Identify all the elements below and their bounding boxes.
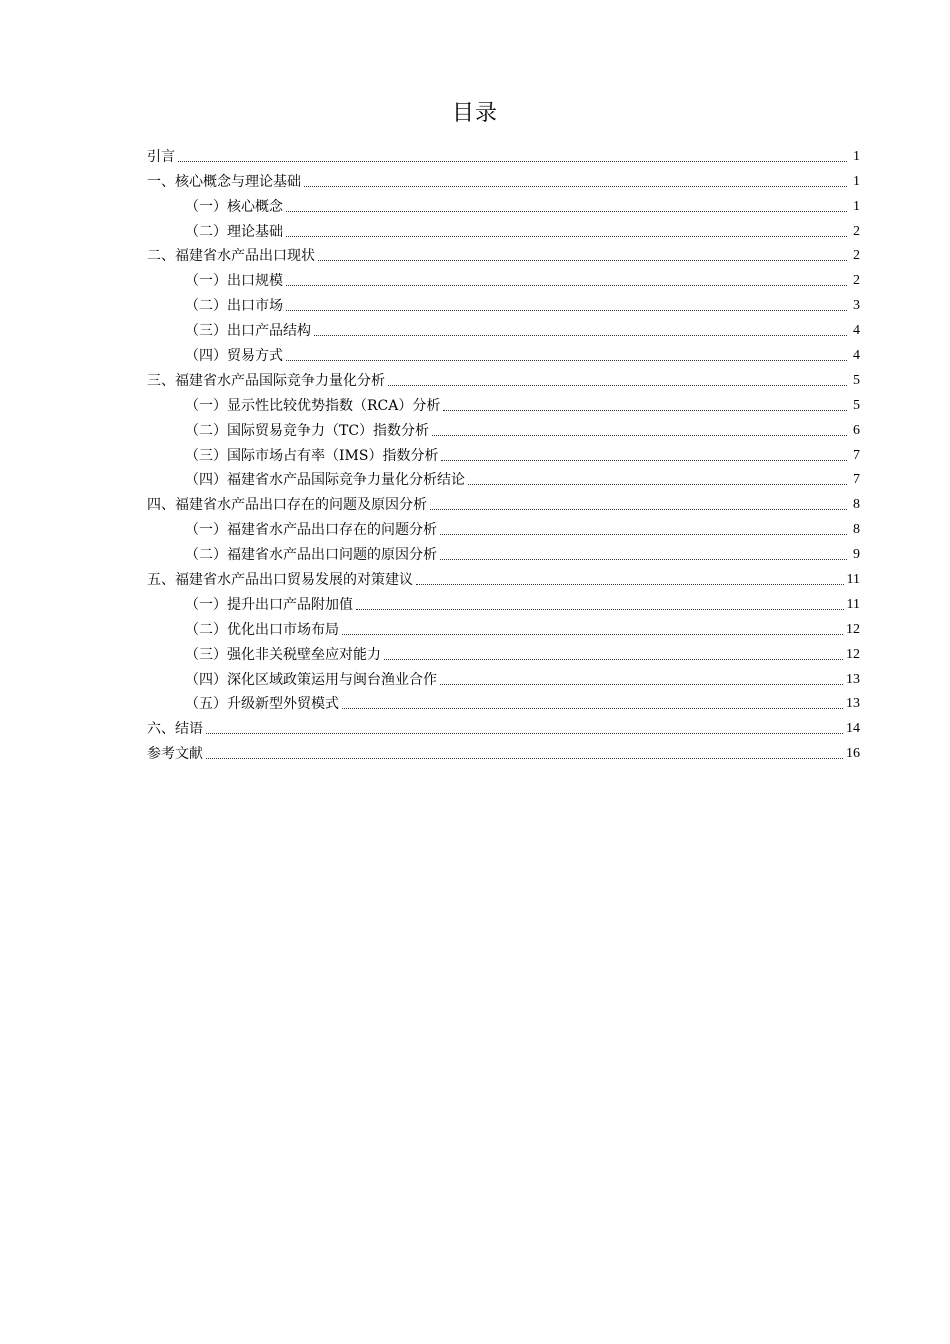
toc-entry-page-number: 13 [846,671,860,687]
toc-entry-page-number: 1 [853,173,860,189]
toc-dot-leader [441,460,847,461]
toc-dot-leader [178,161,847,162]
toc-entry-subsection[interactable] [147,664,860,689]
toc-entry-subsection[interactable] [147,315,860,340]
toc-entry-subsection[interactable] [147,290,860,315]
toc-entry-title: （五）升级新型外贸模式 [185,696,339,713]
toc-dot-leader [314,335,847,336]
toc-dot-leader [286,310,847,311]
toc-entry-subsection[interactable] [147,639,860,664]
toc-entry-page-number: 6 [853,422,860,438]
toc-entry-subsection[interactable] [147,539,860,564]
toc-dot-leader [432,435,847,436]
toc-entry-subsection[interactable] [147,340,860,365]
toc-entry-subsection[interactable] [147,589,860,614]
toc-entry-section[interactable] [147,489,860,514]
toc-entry-subsection[interactable] [147,415,860,440]
toc-entry-page-number: 4 [853,323,860,339]
toc-dot-leader [286,285,847,286]
toc-entry-page-number: 2 [853,223,860,239]
toc-entry-title: （三）国际市场占有率（IMS）指数分析 [185,447,439,464]
toc-entry-title: （四）深化区域政策运用与闽台渔业合作 [185,671,437,688]
toc-entry-page-number: 7 [853,472,860,488]
toc-entry-title: （二）福建省水产品出口问题的原因分析 [185,547,437,564]
toc-entry-page-number: 1 [853,148,860,164]
toc-dot-leader [440,559,847,560]
toc-entry-page-number: 12 [846,621,860,637]
toc-entry-title: 引言 [147,148,175,165]
toc-entry-section[interactable] [147,365,860,390]
toc-dot-leader [440,684,843,685]
toc-entry-page-number: 4 [853,348,860,364]
toc-entry-title: （四）贸易方式 [185,348,283,365]
toc-entry-subsection[interactable] [147,191,860,216]
toc-entry-page-number: 13 [846,696,860,712]
toc-entry-title: （一）出口规模 [185,273,283,290]
toc-entry-title: 六、结语 [147,721,203,738]
toc-entry-subsection[interactable] [147,265,860,290]
toc-entry-section[interactable] [147,564,860,589]
toc-dot-leader [318,260,847,261]
toc-entry-page-number: 9 [853,547,860,563]
toc-dot-leader [304,186,847,187]
toc-entry-page-number: 7 [853,447,860,463]
toc-entry-title: （一）福建省水产品出口存在的问题分析 [185,522,437,539]
toc-entry-title: 四、福建省水产品出口存在的问题及原因分析 [147,497,427,514]
toc-entry-subsection[interactable] [147,465,860,490]
toc-entry-subsection[interactable] [147,689,860,714]
toc-dot-leader [206,733,843,734]
toc-entry-section[interactable] [147,241,860,266]
toc-title: 目录 [451,101,498,126]
toc-entry-subsection[interactable] [147,440,860,465]
toc-dot-leader [440,534,847,535]
toc-entry-page-number: 3 [853,298,860,314]
toc-entry-section[interactable] [147,166,860,191]
table-of-contents [147,141,860,763]
toc-entry-title: （二）出口市场 [185,298,283,315]
toc-entry-page-number: 16 [846,746,860,762]
toc-entry-page-number: 11 [846,596,860,612]
toc-dot-leader [443,410,847,411]
toc-dot-leader [286,236,847,237]
toc-entry-title: （一）显示性比较优势指数（RCA）分析 [185,397,441,414]
toc-entry-page-number: 1 [853,198,860,214]
toc-entry-section[interactable] [147,141,860,166]
toc-entry-title: （三）强化非关税壁垒应对能力 [185,646,381,663]
toc-dot-leader [416,584,844,585]
toc-entry-page-number: 8 [853,497,860,513]
toc-entry-subsection[interactable] [147,390,860,415]
toc-entry-page-number: 8 [853,522,860,538]
toc-entry-page-number: 12 [846,646,860,662]
toc-dot-leader [388,385,847,386]
toc-entry-title: （一）提升出口产品附加值 [185,596,353,613]
toc-dot-leader [468,484,847,485]
toc-entry-subsection[interactable] [147,216,860,241]
toc-dot-leader [384,659,843,660]
toc-dot-leader [286,211,847,212]
toc-entry-title: 三、福建省水产品国际竞争力量化分析 [147,372,385,389]
toc-entry-title: （二）优化出口市场布局 [185,621,339,638]
toc-entry-page-number: 5 [853,397,860,413]
toc-entry-page-number: 5 [853,372,860,388]
toc-entry-section[interactable] [147,738,860,763]
toc-entry-subsection[interactable] [147,514,860,539]
toc-entry-page-number: 2 [853,273,860,289]
toc-entry-page-number: 2 [853,248,860,264]
toc-dot-leader [430,509,847,510]
toc-entry-title: 参考文献 [147,746,203,763]
toc-entry-page-number: 11 [846,572,860,588]
toc-dot-leader [356,609,844,610]
toc-entry-title: （二）理论基础 [185,223,283,240]
toc-entry-title: （一）核心概念 [185,198,283,215]
toc-entry-section[interactable] [147,713,860,738]
toc-dot-leader [286,360,847,361]
toc-entry-title: （四）福建省水产品国际竞争力量化分析结论 [185,472,465,489]
toc-entry-title: 一、核心概念与理论基础 [147,173,301,190]
toc-entry-page-number: 14 [846,721,860,737]
toc-entry-title: 二、福建省水产品出口现状 [147,248,315,265]
toc-entry-subsection[interactable] [147,614,860,639]
toc-entry-title: （三）出口产品结构 [185,323,311,340]
toc-entry-title: （二）国际贸易竞争力（TC）指数分析 [185,422,430,439]
toc-entry-title: 五、福建省水产品出口贸易发展的对策建议 [147,572,413,589]
toc-dot-leader [206,758,843,759]
toc-dot-leader [342,708,843,709]
toc-dot-leader [342,634,843,635]
